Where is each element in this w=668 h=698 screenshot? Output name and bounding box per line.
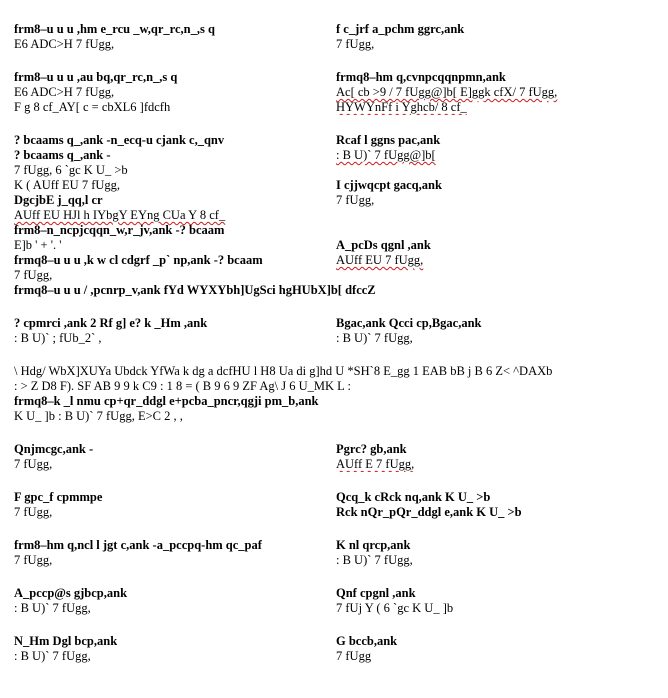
- listing-entry: [336, 586, 654, 616]
- listing-entry: [14, 316, 336, 346]
- entry-heading[interactable]: Bgac,ank Qcci cp,Bgac,ank: [336, 316, 482, 330]
- document-page: [14, 22, 664, 664]
- entry-heading[interactable]: F gpc_f cpmmpe: [14, 490, 103, 504]
- listing-block-3: [14, 442, 664, 664]
- entry-detail: 7 fUgg,: [14, 553, 53, 567]
- entry-heading[interactable]: frm8–u u u ,hm e_rcu _w,qr_rc,n_,s q: [14, 22, 215, 36]
- entry-heading[interactable]: frmq8–u u u ,k w cl cdgrf _p` np,ank -? bcaam: [14, 253, 263, 267]
- listing-entry: [14, 490, 336, 520]
- listing-block-2: [14, 316, 664, 346]
- entry-heading[interactable]: ? cpmrci ,ank 2 Rf g] e? k _Hm ,ank: [14, 316, 208, 330]
- full-width-heading[interactable]: frmq8–u u u / ,pcnrp_v,ank fYd WYXYbh]UgSci hgHUbX]b[ dfccZ: [14, 283, 376, 297]
- entry-detail: 7 fUgg,: [336, 37, 375, 51]
- listing-entry: [14, 538, 336, 568]
- listing-block-1: [14, 22, 664, 283]
- entry-heading[interactable]: f c_jrf a_pchm ggrc,ank: [336, 22, 465, 36]
- spacer: [336, 163, 654, 178]
- entry-heading[interactable]: DgcjbE j_qq,l cr: [14, 193, 103, 207]
- entry-detail: 7 fUgg,: [14, 268, 53, 282]
- entry-detail: 7 fUj Y ( 6 `gc K U_ ]b: [336, 601, 454, 615]
- listing-entry: [336, 490, 654, 520]
- entry-detail: E6 ADC>H 7 fUgg,: [14, 37, 115, 51]
- entry-heading[interactable]: Rck nQr_pQr_ddgl e,ank K U_ >b: [336, 505, 522, 519]
- entry-detail: : B U)` ; fUb_2` ,: [14, 331, 102, 345]
- listing-entry: [14, 442, 336, 472]
- entry-heading[interactable]: Qnjmcgc,ank -: [14, 442, 94, 456]
- entry-detail: : B U)` 7 fUgg,: [336, 553, 413, 567]
- entry-heading[interactable]: Pgrc? gb,ank: [336, 442, 407, 456]
- entry-heading[interactable]: Rcaf l ggns pac,ank: [336, 133, 441, 147]
- entry-heading[interactable]: frm8–u u u ,au bq,qr_rc,n_,s q: [14, 70, 178, 84]
- entry-detail: AUff EU HJl h IYbgY EYng CUa Y 8 cf_: [14, 208, 226, 222]
- entry-heading[interactable]: Qnf cpgnl ,ank: [336, 586, 416, 600]
- listing-entry: [336, 442, 654, 472]
- entry-detail: : B U)` 7 fUgg,: [336, 331, 413, 345]
- entry-detail: AUff E 7 fUgg,: [336, 457, 415, 471]
- listing-entry: [14, 586, 336, 616]
- listing-entry: [336, 316, 654, 346]
- entry-detail: 7 fUgg, 6 `gc K U_ >b: [14, 163, 128, 177]
- entry-heading[interactable]: frm8–hm q,ncl l jgt c,ank -a_pccpq-hm qc_paf: [14, 538, 262, 552]
- entry-heading[interactable]: G bccb,ank: [336, 634, 398, 648]
- full-width-heading[interactable]: frmq8–k _l nmu cp+qr_ddgl e+pcba_pncr,qgji pm_b,ank: [14, 394, 319, 408]
- entry-heading[interactable]: K nl qrcp,ank: [336, 538, 411, 552]
- wide-line: K U_ ]b : B U)` 7 fUgg, E>C 2 , ,: [14, 409, 183, 423]
- entry-heading[interactable]: ? bcaams q_,ank -n_ecq-u cjank c,_qnv: [14, 133, 225, 147]
- entry-heading[interactable]: A_pccp@s gjbcp,ank: [14, 586, 128, 600]
- entry-heading[interactable]: ? bcaams q_,ank -: [14, 148, 111, 162]
- listing-entry: [336, 70, 654, 115]
- entry-heading[interactable]: I cjjwqcpt gacq,ank: [336, 178, 442, 192]
- listing-entry: [336, 538, 654, 568]
- entry-heading[interactable]: frm8–n_ncpjcqqn_w,r_jv,ank -? bcaam: [14, 223, 225, 237]
- entry-detail: HYWYnFf i Yghcb/ 8 cf_: [336, 100, 467, 114]
- spacer: [336, 208, 654, 223]
- entry-heading[interactable]: frmq8–hm q,cvnpcqqnpmn,ank: [336, 70, 506, 84]
- entry-heading[interactable]: N_Hm Dgl bcp,ank: [14, 634, 118, 648]
- wide-line: : > Z D8 F). SF AB 9 9 k C9 : 1 8 = ( B 9 6 9 ZF Ag\ J 6 U_MK L :: [14, 379, 351, 393]
- entry-detail: F g 8 cf_AY[ c = cbXL6 ]fdcfh: [14, 100, 171, 114]
- listing-entry: [14, 22, 336, 52]
- entry-detail: : B U)` 7 fUgg,: [14, 601, 91, 615]
- entry-detail: Ac[ cb >9 / 7 fUgg@]b[ E]ggk cfX/ 7 fUgg,: [336, 85, 558, 99]
- listing-entry: [14, 70, 336, 115]
- wide-text-block: [14, 364, 664, 424]
- listing-entry: [14, 634, 336, 664]
- entry-detail: : B U)` 7 fUgg,: [14, 649, 91, 663]
- entry-detail: E6 ADC>H 7 fUgg,: [14, 85, 115, 99]
- entry-heading[interactable]: Qcq_k cRck nq,ank K U_ >b: [336, 490, 491, 504]
- entry-detail: 7 fUgg,: [14, 457, 53, 471]
- entry-detail: 7 fUgg,: [14, 505, 53, 519]
- spacer: [336, 223, 654, 238]
- listing-entry: [14, 133, 336, 283]
- listing-entry: [336, 634, 654, 664]
- listing-entry: [336, 133, 654, 283]
- entry-detail: AUff EU 7 fUgg,: [336, 253, 424, 267]
- entry-detail: 7 fUgg,: [336, 193, 375, 207]
- listing-entry: [336, 22, 654, 52]
- entry-detail: K ( AUff EU 7 fUgg,: [14, 178, 121, 192]
- entry-heading[interactable]: A_pcDs qgnl ,ank: [336, 238, 431, 252]
- entry-detail: E]b ' + '. ': [14, 238, 62, 252]
- entry-detail: : B U)` 7 fUgg@]b[: [336, 148, 436, 162]
- entry-detail: 7 fUgg: [336, 649, 372, 663]
- wide-line: \ Hdg/ WbX]XUYa Ubdck YfWa k dg a dcfHU l H8 Ua di g]hd U *SH`8 E_gg 1 EAB bB j B 6 Z< ^DAXb: [14, 364, 553, 378]
